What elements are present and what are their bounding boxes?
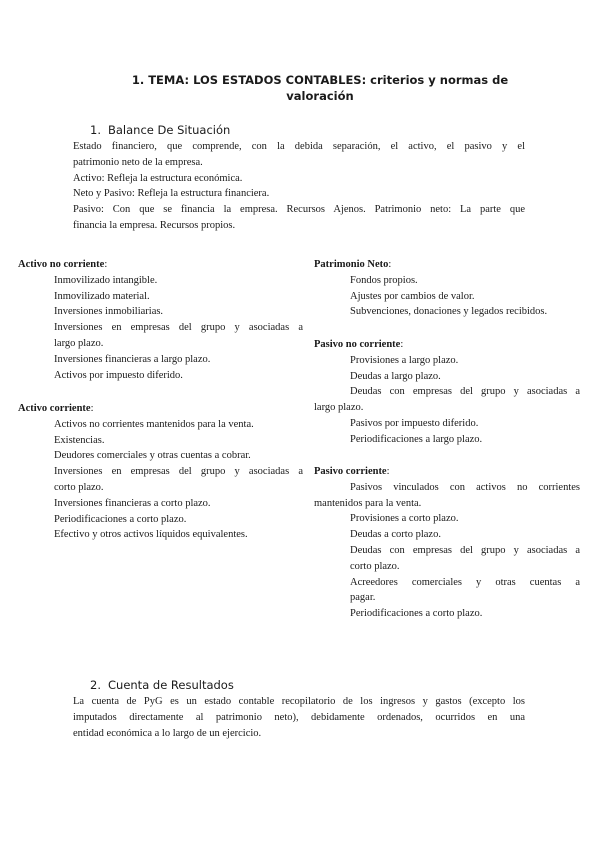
paragraph-line: Activo: Refleja la estructura económica. <box>73 172 243 184</box>
list-item: Pasivos por impuesto diferido. <box>350 417 479 429</box>
list-item: Deudas con empresas del grupo y asociadas a <box>350 386 580 398</box>
list-item: Inversiones financieras a corto plazo. <box>54 497 211 509</box>
list-item: Periodificaciones a corto plazo. <box>54 513 187 525</box>
pasivo-corriente-block: Pasivo corriente: Pasivos vinculados con activos no corrientes mantenidos para la venta. Provisiones a corto plazo. Deudas a corto plazo. Deudas con empresas del grupo y asociadas a corto plazo. Acreedores comerciales y otras cuentas a pagar. Periodificaciones a corto plazo. <box>314 464 580 622</box>
section-1-number: 1. <box>90 123 101 137</box>
paragraph-line: Pasivo: Con que se financia la empresa. Recursos Ajenos. Patrimonio neto: La parte que <box>73 204 525 216</box>
pasivo-no-corriente-block: Pasivo no corriente: Provisiones a largo plazo. Deudas a largo plazo. Deudas con empresas del grupo y asociadas a largo plazo. Pasivos por impuesto diferido. Periodificaciones a largo plazo. <box>314 337 580 448</box>
activo-no-corriente-heading: Activo no corriente <box>18 259 105 270</box>
list-item: Fondos propios. <box>350 274 418 286</box>
list-item: Acreedores comerciales y otras cuentas a <box>350 576 580 588</box>
list-item: Inmovilizado material. <box>54 290 150 302</box>
paragraph-line: imputados directamente al patrimonio neto), debidamente ordenados, ocurridos en una <box>73 711 525 723</box>
paragraph-line: financia la empresa. Recursos propios. <box>73 219 236 231</box>
list-item: Provisiones a largo plazo. <box>350 354 459 366</box>
list-item: Existencias. <box>54 434 105 446</box>
paragraph-line: Neto y Pasivo: Refleja la estructura financiera. <box>73 188 270 200</box>
list-item: Deudas a corto plazo. <box>350 529 441 541</box>
list-item: corto plazo. <box>54 481 104 493</box>
activo-corriente-heading: Activo corriente <box>18 403 91 414</box>
list-item: Pasivos vinculados con activos no corrientes <box>350 481 580 493</box>
list-item: Provisiones a corto plazo. <box>350 513 459 525</box>
list-item: Deudas con empresas del grupo y asociadas a <box>350 544 580 556</box>
list-item: pagar. <box>350 592 376 604</box>
list-item: Inversiones en empresas del grupo y asociadas a <box>54 322 303 334</box>
list-item: Inversiones inmobiliarias. <box>54 306 164 318</box>
section-1-title: Balance De Situación <box>108 123 231 137</box>
patrimonio-neto-heading: Patrimonio Neto <box>314 259 389 270</box>
list-item: corto plazo. <box>350 560 400 572</box>
title-line-1: 1. TEMA: LOS ESTADOS CONTABLES: criterios y normas de <box>131 73 509 87</box>
list-item: Ajustes por cambios de valor. <box>350 290 475 302</box>
paragraph-line: La cuenta de PyG es un estado contable recopilatorio de los ingresos y gastos (excepto los <box>73 696 525 707</box>
list-item: Deudores comerciales y otras cuentas a cobrar. <box>54 450 251 462</box>
list-item: Deudas a largo plazo. <box>350 370 441 382</box>
paragraph-line: patrimonio neto de la empresa. <box>73 156 203 168</box>
document-title <box>120 72 520 104</box>
section-1-paragraph <box>73 139 525 234</box>
list-item: Activos por impuesto diferido. <box>54 369 183 381</box>
list-item: Inversiones financieras a largo plazo. <box>54 353 211 365</box>
activo-no-corriente-block: Activo no corriente: Inmovilizado intangible. Inmovilizado material. Inversiones inmobiliarias. Inversiones en empresas del grupo y asociadas a largo plazo. Inversiones financieras a largo plazo. Activos por impuesto diferido. <box>18 257 303 383</box>
section-2-paragraph <box>73 694 525 741</box>
list-item: Periodificaciones a largo plazo. <box>350 433 483 445</box>
patrimonio-neto-block: Patrimonio Neto: Fondos propios. Ajustes por cambios de valor. Subvenciones, donaciones y legados recibidos. <box>314 257 580 320</box>
list-item: Inversiones en empresas del grupo y asociadas a <box>54 466 303 478</box>
title-line-2: valoración <box>286 89 354 103</box>
section-1-heading <box>90 123 230 138</box>
paragraph-line: Estado financiero, que comprende, con la debida separación, el activo, el pasivo y el <box>73 141 525 152</box>
list-item: Activos no corrientes mantenidos para la venta. <box>54 418 254 430</box>
list-item: mantenidos para la venta. <box>314 497 422 509</box>
pasivo-no-corriente-heading: Pasivo no corriente <box>314 339 401 350</box>
section-2-heading <box>90 678 234 693</box>
list-item: Inmovilizado intangible. <box>54 274 158 286</box>
pasivo-corriente-heading: Pasivo corriente <box>314 466 387 477</box>
section-2-number: 2. <box>90 678 101 692</box>
list-item: largo plazo. <box>54 337 104 349</box>
activo-corriente-block: Activo corriente: Activos no corrientes mantenidos para la venta. Existencias. Deudores comerciales y otras cuentas a cobrar. Inversiones en empresas del grupo y asociadas a corto plazo. Inversiones financieras a corto plazo. Periodificaciones a corto plazo. Efectivo y otros activos líquidos equivalentes. <box>18 401 303 543</box>
list-item: largo plazo. <box>314 402 364 414</box>
list-item: Efectivo y otros activos líquidos equivalentes. <box>54 529 248 541</box>
list-item: Subvenciones, donaciones y legados recibidos. <box>350 306 548 318</box>
list-item: Periodificaciones a corto plazo. <box>350 608 483 620</box>
section-2-title: Cuenta de Resultados <box>108 678 234 692</box>
paragraph-line: entidad económica a lo largo de un ejercicio. <box>73 727 262 739</box>
